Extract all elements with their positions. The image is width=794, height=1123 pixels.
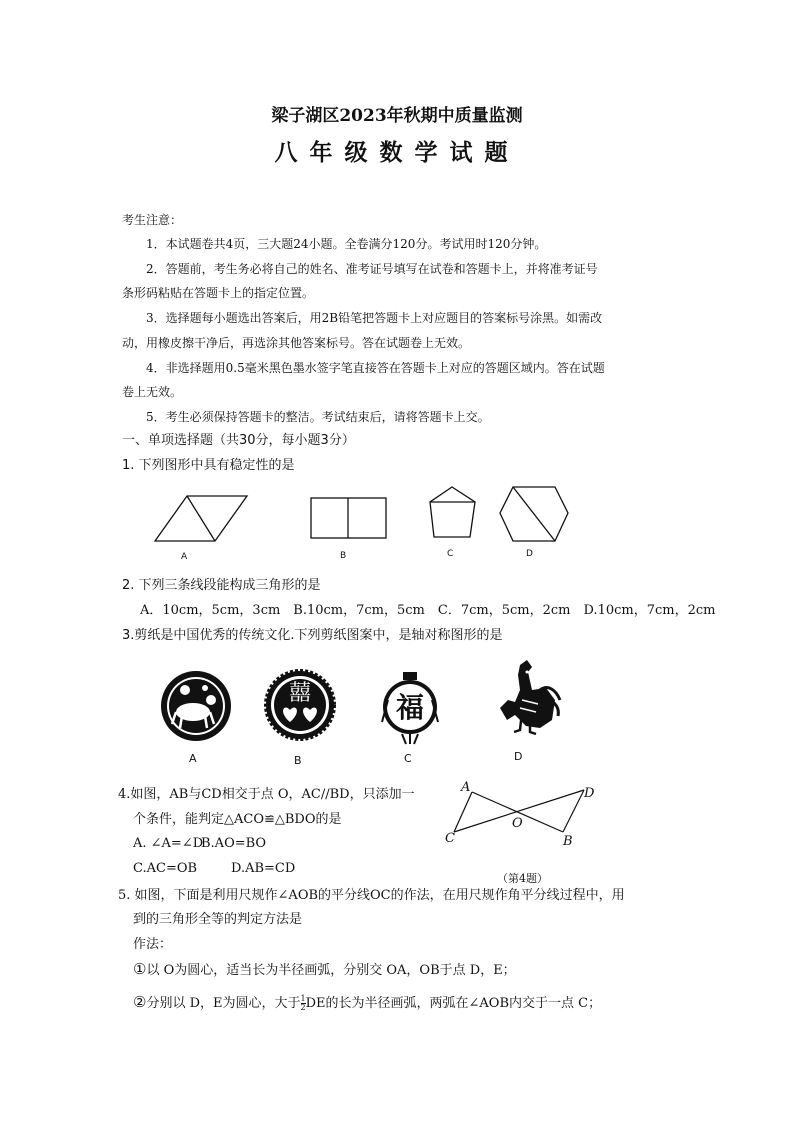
notice-item-3: 3．选择题每小题选出答案后，用2B铅笔把答题卡上对应题目的答案标号涂黑。如需改: [146, 311, 603, 325]
q4-point-c: C: [445, 831, 455, 846]
q4-option-d: D.AB=CD: [231, 861, 296, 876]
q3-stem: 3.剪纸是中国优秀的传统文化.下列剪纸图案中，是轴对称图形的是: [122, 628, 503, 643]
q3-label-b: B: [294, 754, 302, 767]
q5-frac-den: 2: [300, 1003, 306, 1012]
q2-stem: 2. 下列三条线段能构成三角形的是: [122, 578, 321, 593]
notice-item-5: 5．考生必须保持答题卡的整洁。考试结束后，请将答题卡上交。: [146, 410, 490, 424]
q4-option-b: B.AO=BO: [201, 836, 267, 851]
papercut-b-char: 囍: [288, 681, 312, 706]
notice-item-2: 2．答题前，考生务必将自己的姓名、准考证号填写在试卷和答题卡上，并将准考证号: [146, 262, 598, 276]
q4-option-a: A. ∠A=∠D: [133, 836, 204, 851]
q5-step-2-text-a: 分别以 D，E为圆心，大于: [146, 996, 301, 1011]
q3-label-d: D: [514, 750, 523, 763]
q5-frac-num: 1: [300, 994, 306, 1003]
papercut-c-char: 福: [395, 691, 425, 724]
q5-step-1-num: ①: [133, 960, 147, 978]
notice-item-2-cont: 条形码粘贴在答题卡上的指定位置。: [122, 286, 315, 300]
q5-step-2-num: ②: [133, 993, 147, 1011]
q3-label-a: A: [189, 752, 197, 765]
q5-step-1-text: 以 O为圆心，适当长为半径画弧，分别交 OA，OB于点 D，E；: [146, 963, 516, 978]
section-title: 一、单项选择题（共30分，每小题3分）: [122, 433, 355, 448]
notice-item-4-cont: 卷上无效。: [122, 385, 183, 399]
q4-point-a: A: [461, 780, 471, 795]
notice-title: 考生注意：: [122, 213, 183, 227]
q5-step-1: [133, 961, 516, 979]
notice-item-3-cont: 动，用橡皮擦干净后，再选涂其他答案标号。答在试题卷上无效。: [122, 336, 471, 350]
notice-item-4: 4．非选择题用0.5毫米黑色墨水签字笔直接答在答题卡上对应的答题区域内。答在试题: [146, 361, 605, 375]
q3-label-c: C: [404, 752, 412, 765]
q4-stem-1: 4.如图，AB与CD相交于点 O，AC//BD，只添加一: [118, 787, 415, 802]
q5-stem-1: 5. 如图，下面是利用尺规作∠AOB的平分线OC的作法，在用尺规作角平分线过程中，用: [118, 888, 625, 903]
q4-point-o: O: [512, 816, 523, 831]
q5-stem-2: 到的三角形全等的判定方法是: [133, 912, 303, 927]
q4-point-d: D: [584, 786, 595, 801]
q5-method: 作法：: [133, 937, 173, 952]
q2-options: A．10cm，5cm，3cm B.10cm，7cm，5cm C．7cm，5cm，2cm D.10cm，7cm，2cm: [140, 603, 716, 618]
q4-caption: （第4题）: [497, 872, 548, 885]
q1-label-d: D: [526, 549, 533, 559]
q5-step-2: [133, 994, 601, 1012]
q1-label-c: C: [447, 549, 454, 559]
exam-header: 梁子湖区2023年秋期中质量监测: [271, 106, 523, 126]
q1-label-b: B: [340, 551, 347, 561]
q5-step-2-text-b: DE的长为半径画弧，两弧在∠AOB内交于一点 C；: [305, 996, 602, 1011]
exam-title: 八年级数学试题: [274, 139, 520, 166]
q1-stem: 1. 下列图形中具有稳定性的是: [122, 458, 295, 473]
q4-point-b: B: [563, 834, 573, 849]
q4-option-c: C.AC=OB: [133, 861, 198, 876]
q1-label-a: A: [181, 552, 188, 562]
notice-item-1: 1．本试题卷共4页，三大题24小题。全卷满分120分。考试用时120分钟。: [146, 237, 547, 251]
q4-stem-2: 个条件，能判定△ACO≌△BDO的是: [133, 812, 342, 827]
